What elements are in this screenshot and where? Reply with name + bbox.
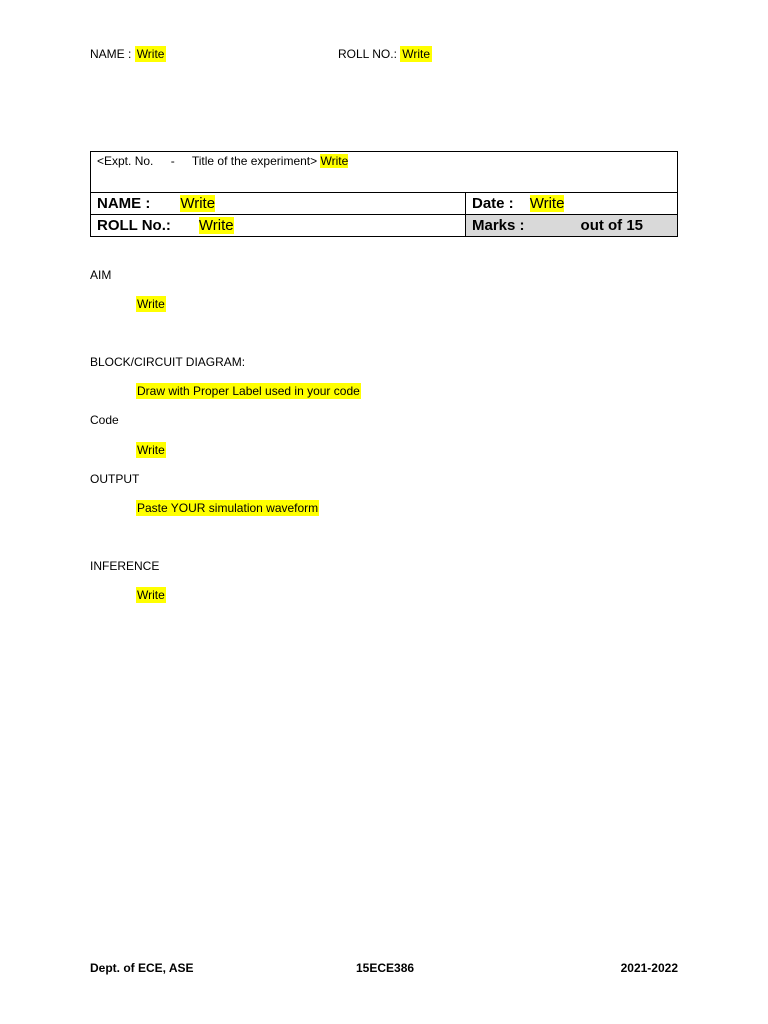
table-date-label: Date : (472, 195, 514, 212)
header-roll-label: ROLL NO.: (338, 47, 397, 61)
footer-dept: Dept. of ECE, ASE (90, 961, 194, 975)
output-heading: OUTPUT (90, 472, 140, 486)
expt-title-label: Title of the experiment> (191, 154, 318, 168)
inference-heading: INFERENCE (90, 559, 160, 573)
footer-course: 15ECE386 (356, 961, 415, 975)
inference-item (136, 588, 166, 602)
experiment-title-cell (91, 152, 678, 193)
table-marks-label: Marks : (472, 217, 525, 234)
code-item (136, 443, 166, 457)
diagram-value: Draw with Proper Label used in your code (137, 384, 360, 398)
table-marks-suffix: out of 15 (580, 217, 644, 234)
table-name-value: Write (180, 195, 216, 212)
table-roll-value: Write (198, 217, 234, 234)
table-marks-cell (466, 215, 678, 237)
footer-year: 2021-2022 (620, 961, 678, 975)
diagram-heading: BLOCK/CIRCUIT DIAGRAM: (90, 355, 246, 369)
aim-item (136, 297, 166, 311)
table-date-value: Write (529, 195, 565, 212)
inference-value: Write (137, 588, 165, 602)
experiment-info-table (90, 151, 678, 237)
expt-no-label: <Expt. No. (97, 154, 154, 168)
table-date-cell (466, 193, 678, 215)
table-name-label: NAME : (97, 195, 151, 212)
header-name-label: NAME : (90, 47, 132, 61)
output-value: Paste YOUR simulation waveform (137, 501, 319, 515)
table-roll-label: ROLL No.: (97, 217, 171, 234)
code-value: Write (137, 443, 165, 457)
table-roll-cell (91, 215, 466, 237)
header-roll (338, 47, 432, 61)
header-name (90, 47, 166, 61)
output-item (136, 501, 319, 515)
code-heading: Code (90, 413, 119, 427)
expt-dash: - (170, 154, 175, 168)
aim-heading: AIM (90, 268, 112, 282)
header-name-value: Write (136, 47, 165, 61)
header-roll-value: Write (402, 47, 431, 61)
expt-title-value: Write (320, 154, 349, 168)
aim-value: Write (137, 297, 165, 311)
table-name-cell (91, 193, 466, 215)
diagram-item (136, 384, 361, 398)
